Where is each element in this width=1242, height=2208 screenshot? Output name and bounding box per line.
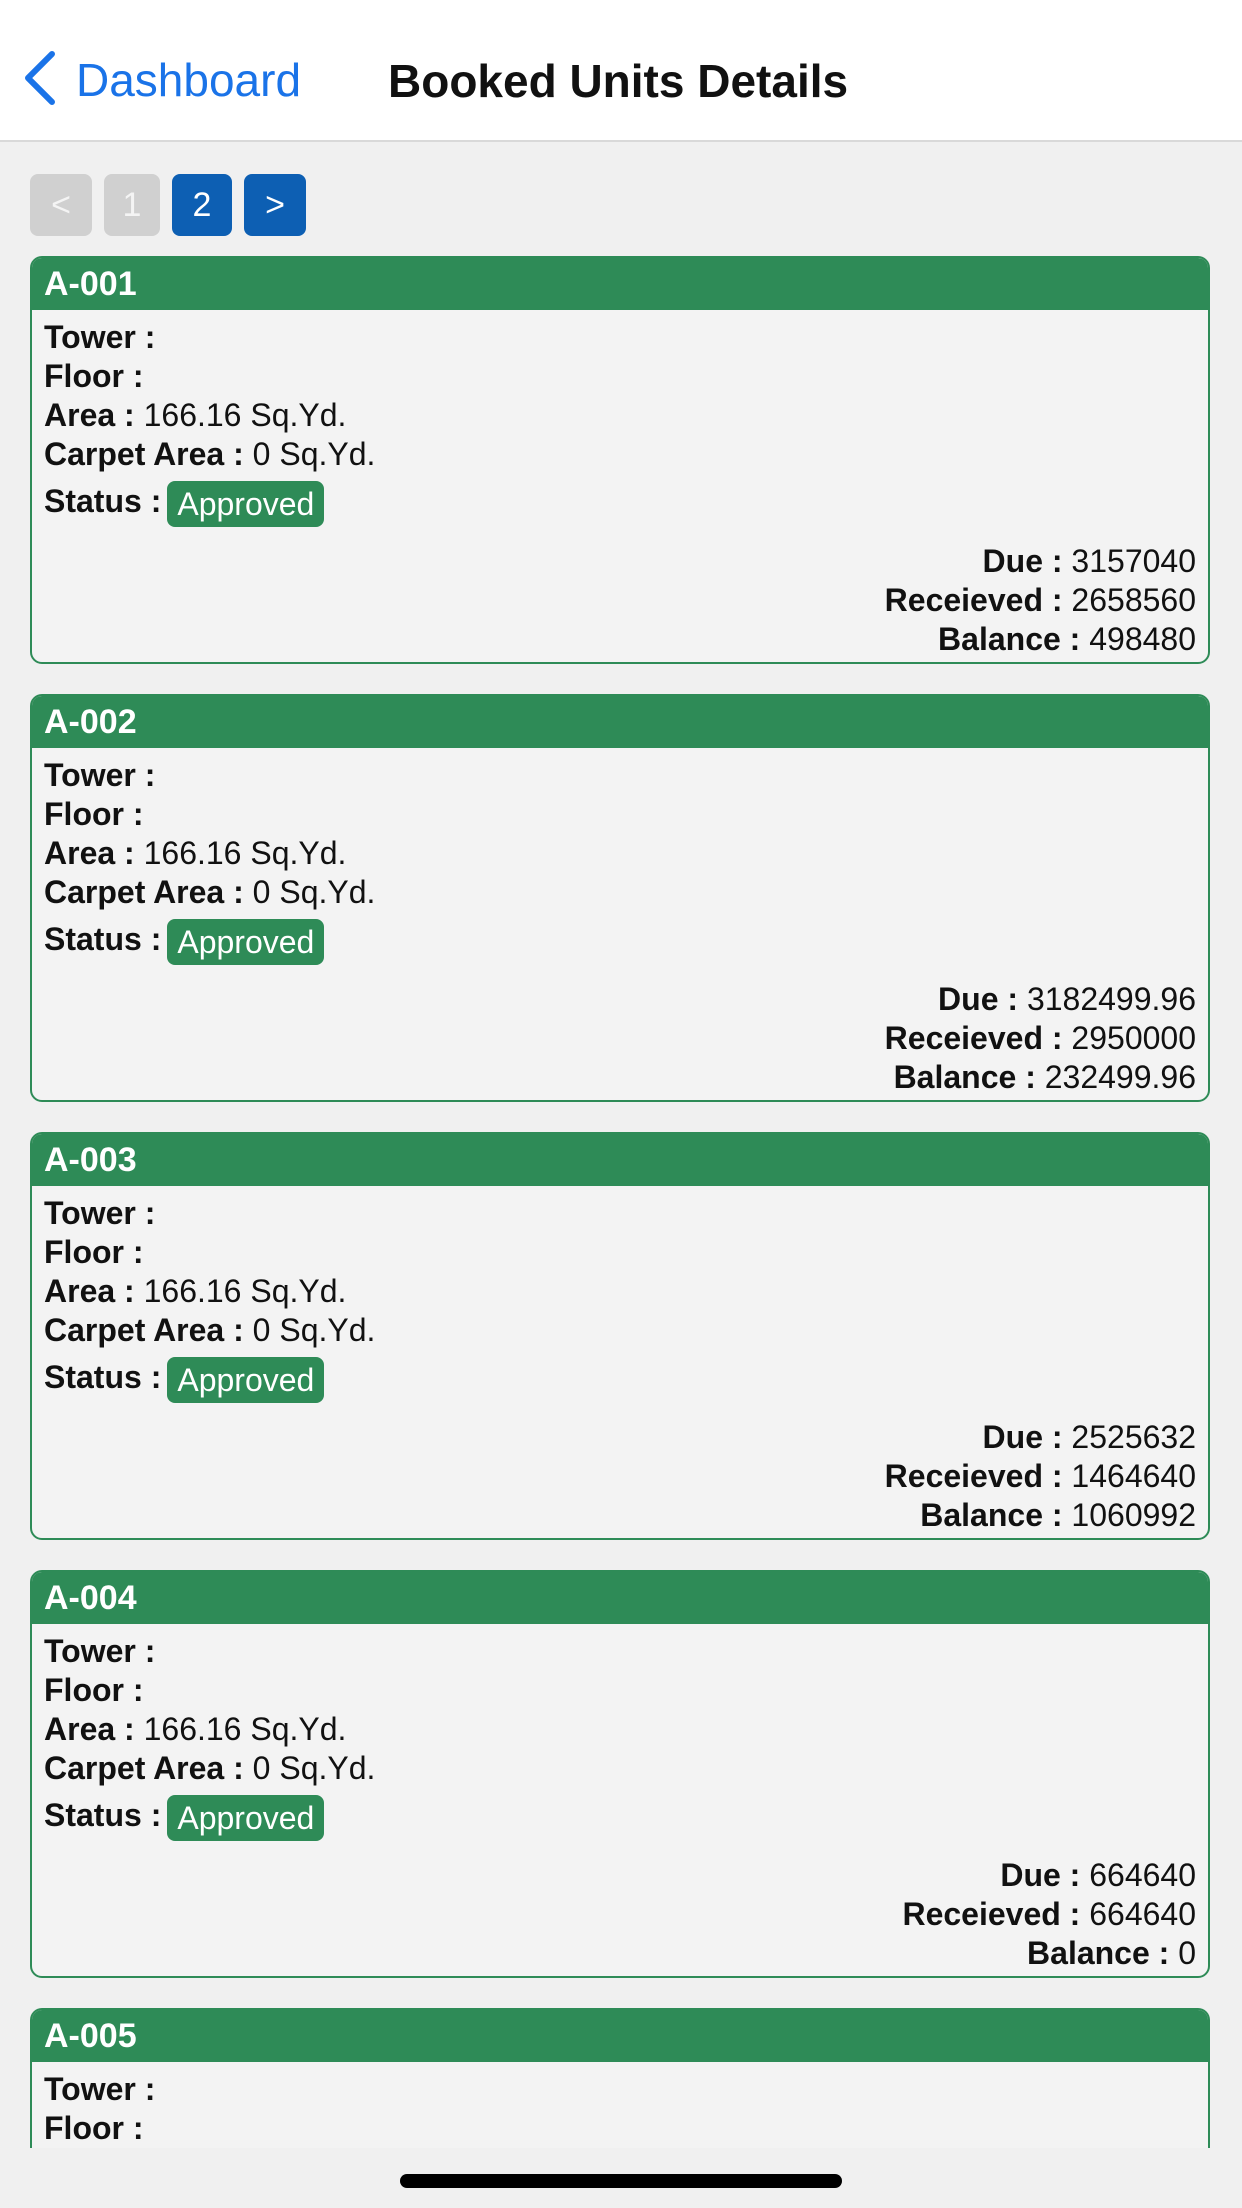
carpet-area-row xyxy=(44,435,1196,474)
received-value: 2950000 xyxy=(1071,1020,1196,1056)
totals xyxy=(885,1418,1196,1535)
status-badge: Approved xyxy=(167,919,324,965)
unit-card[interactable] xyxy=(30,1132,1210,1540)
status-badge: Approved xyxy=(167,1357,324,1403)
area-label: Area : xyxy=(44,835,135,871)
area-label: Area : xyxy=(44,1273,135,1309)
floor-row xyxy=(44,1233,1196,1272)
floor-row xyxy=(44,357,1196,396)
carpet-area-row xyxy=(44,1311,1196,1350)
due-value: 3182499.96 xyxy=(1026,981,1196,1017)
floor-label: Floor : xyxy=(44,1672,144,1708)
tower-row xyxy=(44,1194,1196,1233)
status-row xyxy=(44,476,1196,526)
balance-label: Balance : xyxy=(920,1497,1063,1533)
due-label: Due : xyxy=(938,981,1019,1017)
balance-value: 232499.96 xyxy=(1044,1059,1196,1095)
unit-code: A-002 xyxy=(32,696,1208,748)
carpet-area-value: 0 Sq.Yd. xyxy=(252,874,376,910)
due-label: Due : xyxy=(982,543,1063,579)
received-label: Receieved : xyxy=(902,1896,1081,1932)
tower-label: Tower : xyxy=(44,319,156,355)
totals xyxy=(885,980,1196,1097)
balance-row xyxy=(885,1496,1196,1535)
floor-label: Floor : xyxy=(44,2110,144,2146)
tower-row xyxy=(44,318,1196,357)
due-label: Due : xyxy=(982,1419,1063,1455)
received-value: 1464640 xyxy=(1071,1458,1196,1494)
floor-label: Floor : xyxy=(44,1234,144,1270)
balance-row xyxy=(885,1058,1196,1097)
received-label: Receieved : xyxy=(884,582,1063,618)
unit-code: A-001 xyxy=(32,258,1208,310)
status-label: Status : xyxy=(44,1359,162,1395)
area-row xyxy=(44,396,1196,435)
area-value: 166.16 Sq.Yd. xyxy=(143,1273,347,1309)
tower-label: Tower : xyxy=(44,757,156,793)
chevron-left-icon xyxy=(20,50,62,111)
balance-label: Balance : xyxy=(893,1059,1036,1095)
balance-value: 498480 xyxy=(1089,621,1196,657)
status-badge: Approved xyxy=(167,481,324,527)
status-label: Status : xyxy=(44,1797,162,1833)
tower-row xyxy=(44,1632,1196,1671)
due-label: Due : xyxy=(1000,1857,1081,1893)
floor-row xyxy=(44,2109,1196,2148)
due-row xyxy=(902,1856,1196,1895)
balance-value: 1060992 xyxy=(1071,1497,1196,1533)
unit-code: A-005 xyxy=(32,2010,1208,2062)
unit-card[interactable] xyxy=(30,1570,1210,1978)
area-row xyxy=(44,1272,1196,1311)
carpet-area-row xyxy=(44,873,1196,912)
tower-label: Tower : xyxy=(44,2071,156,2107)
status-label: Status : xyxy=(44,921,162,957)
received-value: 664640 xyxy=(1089,1896,1196,1932)
balance-label: Balance : xyxy=(1027,1935,1170,1971)
tower-row xyxy=(44,756,1196,795)
status-row xyxy=(44,914,1196,964)
carpet-area-label: Carpet Area : xyxy=(44,874,244,910)
totals xyxy=(885,542,1196,659)
unit-card[interactable] xyxy=(30,256,1210,664)
due-value: 2525632 xyxy=(1071,1419,1196,1455)
page-1-button[interactable]: 1 xyxy=(104,174,160,236)
carpet-area-value: 0 Sq.Yd. xyxy=(252,1750,376,1786)
status-badge: Approved xyxy=(167,1795,324,1841)
floor-label: Floor : xyxy=(44,796,144,832)
area-value: 166.16 Sq.Yd. xyxy=(143,835,347,871)
carpet-area-value: 0 Sq.Yd. xyxy=(252,1312,376,1348)
status-row xyxy=(44,1352,1196,1402)
unit-card[interactable] xyxy=(30,2008,1210,2148)
unit-code: A-003 xyxy=(32,1134,1208,1186)
tower-row xyxy=(44,2070,1196,2109)
totals xyxy=(902,1856,1196,1973)
received-row xyxy=(902,1895,1196,1934)
area-value: 166.16 Sq.Yd. xyxy=(143,397,347,433)
due-value: 664640 xyxy=(1089,1857,1196,1893)
tower-label: Tower : xyxy=(44,1633,156,1669)
carpet-area-label: Carpet Area : xyxy=(44,1312,244,1348)
balance-row xyxy=(902,1934,1196,1973)
next-page-button[interactable]: > xyxy=(244,174,306,236)
due-row xyxy=(885,1418,1196,1457)
carpet-area-label: Carpet Area : xyxy=(44,1750,244,1786)
due-value: 3157040 xyxy=(1071,543,1196,579)
unit-card[interactable] xyxy=(30,694,1210,1102)
received-row xyxy=(885,1019,1196,1058)
floor-row xyxy=(44,795,1196,834)
area-value: 166.16 Sq.Yd. xyxy=(143,1711,347,1747)
balance-label: Balance : xyxy=(938,621,1081,657)
balance-row xyxy=(885,620,1196,659)
balance-value: 0 xyxy=(1178,1935,1196,1971)
back-button[interactable] xyxy=(20,50,301,110)
unit-code: A-004 xyxy=(32,1572,1208,1624)
due-row xyxy=(885,980,1196,1019)
floor-row xyxy=(44,1671,1196,1710)
received-row xyxy=(885,581,1196,620)
nav-bar xyxy=(0,0,1242,142)
carpet-area-value: 0 Sq.Yd. xyxy=(252,436,376,472)
received-label: Receieved : xyxy=(884,1458,1063,1494)
tower-label: Tower : xyxy=(44,1195,156,1231)
received-row xyxy=(885,1457,1196,1496)
unit-list xyxy=(30,256,1210,2178)
carpet-area-row xyxy=(44,1749,1196,1788)
pagination xyxy=(30,174,306,236)
back-label: Dashboard xyxy=(76,54,302,106)
area-row xyxy=(44,1710,1196,1749)
area-label: Area : xyxy=(44,397,135,433)
page-title: Booked Units Details xyxy=(388,55,849,107)
due-row xyxy=(885,542,1196,581)
home-indicator[interactable] xyxy=(400,2174,842,2188)
received-label: Receieved : xyxy=(884,1020,1063,1056)
status-label: Status : xyxy=(44,483,162,519)
area-label: Area : xyxy=(44,1711,135,1747)
prev-page-button[interactable]: < xyxy=(30,174,92,236)
floor-label: Floor : xyxy=(44,358,144,394)
carpet-area-label: Carpet Area : xyxy=(44,436,244,472)
page-2-button[interactable]: 2 xyxy=(172,174,232,236)
received-value: 2658560 xyxy=(1071,582,1196,618)
area-row xyxy=(44,834,1196,873)
status-row xyxy=(44,1790,1196,1840)
